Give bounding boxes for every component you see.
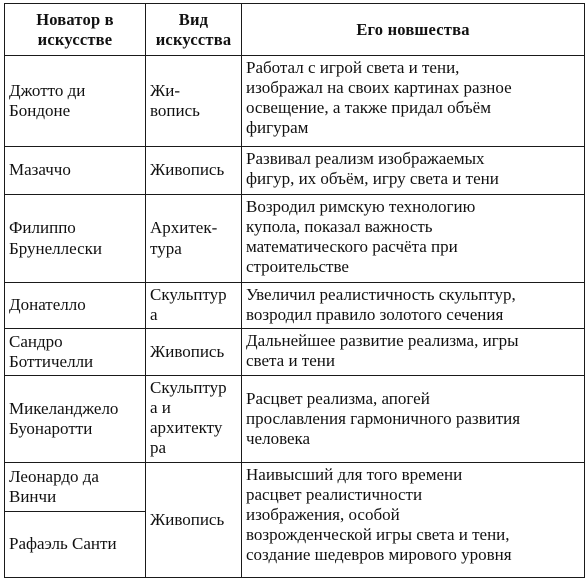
art-cell: [146, 147, 242, 195]
innovator-line: Джотто ди: [9, 80, 86, 100]
innovation-line: Расцвет реализма, апогей: [246, 388, 430, 408]
innovator-cell: [5, 147, 146, 195]
table-row: [5, 195, 585, 283]
art-cell: [146, 283, 242, 329]
header-innovator: [5, 4, 146, 56]
innovator-cell: [5, 512, 146, 578]
innovation-line: человека: [246, 429, 311, 449]
innovation-line: купола, показал важность: [246, 217, 433, 237]
innovator-cell: [5, 195, 146, 283]
innovation-cell: [242, 329, 585, 376]
innovator-cell: [5, 376, 146, 463]
innovation-line: строительстве: [246, 257, 349, 277]
innovator-cell: [5, 56, 146, 147]
innovation-cell: [242, 463, 585, 578]
innovation-line: математического расчёта при: [246, 237, 458, 257]
art-line: ра: [150, 438, 167, 458]
art-line: Живопись: [150, 341, 225, 361]
innovation-line: фигур, их объём, игру света и тени: [246, 169, 499, 189]
innovator-cell: [5, 463, 146, 512]
innovation-line: Возродил римскую технологию: [246, 197, 476, 216]
art-line: Архитек-: [150, 218, 218, 238]
innovator-cell: [5, 329, 146, 376]
innovation-line: освещение, а также придал объём: [246, 98, 491, 118]
art-cell: [146, 463, 242, 578]
innovator-line: Буонаротти: [9, 419, 93, 438]
innovator-line: Винчи: [9, 487, 57, 506]
innovator-line: Бондоне: [9, 101, 71, 120]
innovation-line: Наивысший для того времени: [246, 465, 463, 484]
art-line: а и: [150, 398, 171, 418]
innovation-cell: [242, 376, 585, 463]
innovation-cell: [242, 195, 585, 283]
innovation-line: Работал с игрой света и тени,: [246, 58, 460, 77]
art-cell: [146, 329, 242, 376]
art-line: Жи-: [150, 80, 180, 100]
innovator-line: Микеланджело: [9, 398, 119, 418]
innovator-line: Брунеллески: [9, 238, 103, 258]
innovation-line: света и тени: [246, 351, 335, 371]
art-line: тура: [150, 238, 182, 258]
header-art-type: [146, 4, 242, 56]
innovation-line: фигурам: [246, 118, 309, 138]
art-line: Скульптур: [150, 285, 227, 304]
innovator-line: Рафаэль Санти: [9, 534, 117, 554]
innovators-table: [4, 3, 585, 578]
table-row: [5, 283, 585, 329]
art-cell: [146, 195, 242, 283]
table-row: [5, 147, 585, 195]
innovation-cell: [242, 56, 585, 147]
header-innovation-line: Его новшества: [356, 19, 470, 39]
table-row: [5, 463, 585, 512]
innovation-line: Развивал реализм изображаемых: [246, 149, 485, 168]
innovation-line: изображения, особой: [246, 505, 400, 525]
header-innovation: [242, 4, 585, 56]
innovation-line: создание шедевров мирового уровня: [246, 545, 512, 565]
innovation-line: прославления гармоничного развития: [246, 408, 521, 428]
art-line: а: [150, 305, 158, 325]
table-row: [5, 56, 585, 147]
art-line: вопись: [150, 101, 200, 120]
art-line: Живопись: [150, 509, 225, 529]
art-line: архитекту: [150, 418, 223, 438]
header-innovator-line: искусстве: [37, 29, 113, 49]
header-art-line: Вид: [178, 10, 209, 30]
innovation-line: возрожденческой игры света и тени,: [246, 525, 510, 545]
header-row: [5, 4, 585, 56]
innovation-cell: [242, 147, 585, 195]
table-row: [5, 329, 585, 376]
innovator-line: Сандро: [9, 331, 63, 351]
innovation-line: Дальнейшее развитие реализма, игры: [246, 331, 519, 350]
art-line: Живопись: [150, 160, 225, 180]
innovator-line: Боттичелли: [9, 352, 94, 371]
header-art-line: искусства: [155, 29, 232, 49]
innovation-line: расцвет реалистичности: [246, 485, 423, 505]
art-cell: [146, 376, 242, 463]
innovator-line: Филиппо: [9, 218, 76, 238]
innovator-cell: [5, 283, 146, 329]
table-row: [5, 376, 585, 463]
innovator-line: Леонардо да: [9, 466, 99, 486]
innovation-line: возродил правило золотого сечения: [246, 305, 504, 325]
innovation-cell: [242, 283, 585, 329]
art-cell: [146, 56, 242, 147]
header-innovator-line: Новатор в: [36, 10, 114, 30]
innovator-line: Донателло: [9, 295, 86, 315]
art-line: Скульптур: [150, 378, 227, 397]
innovation-line: Увеличил реалистичность скульптур,: [246, 285, 516, 304]
innovation-line: изображал на своих картинах разное: [246, 78, 512, 98]
innovator-line: Мазаччо: [9, 160, 71, 180]
